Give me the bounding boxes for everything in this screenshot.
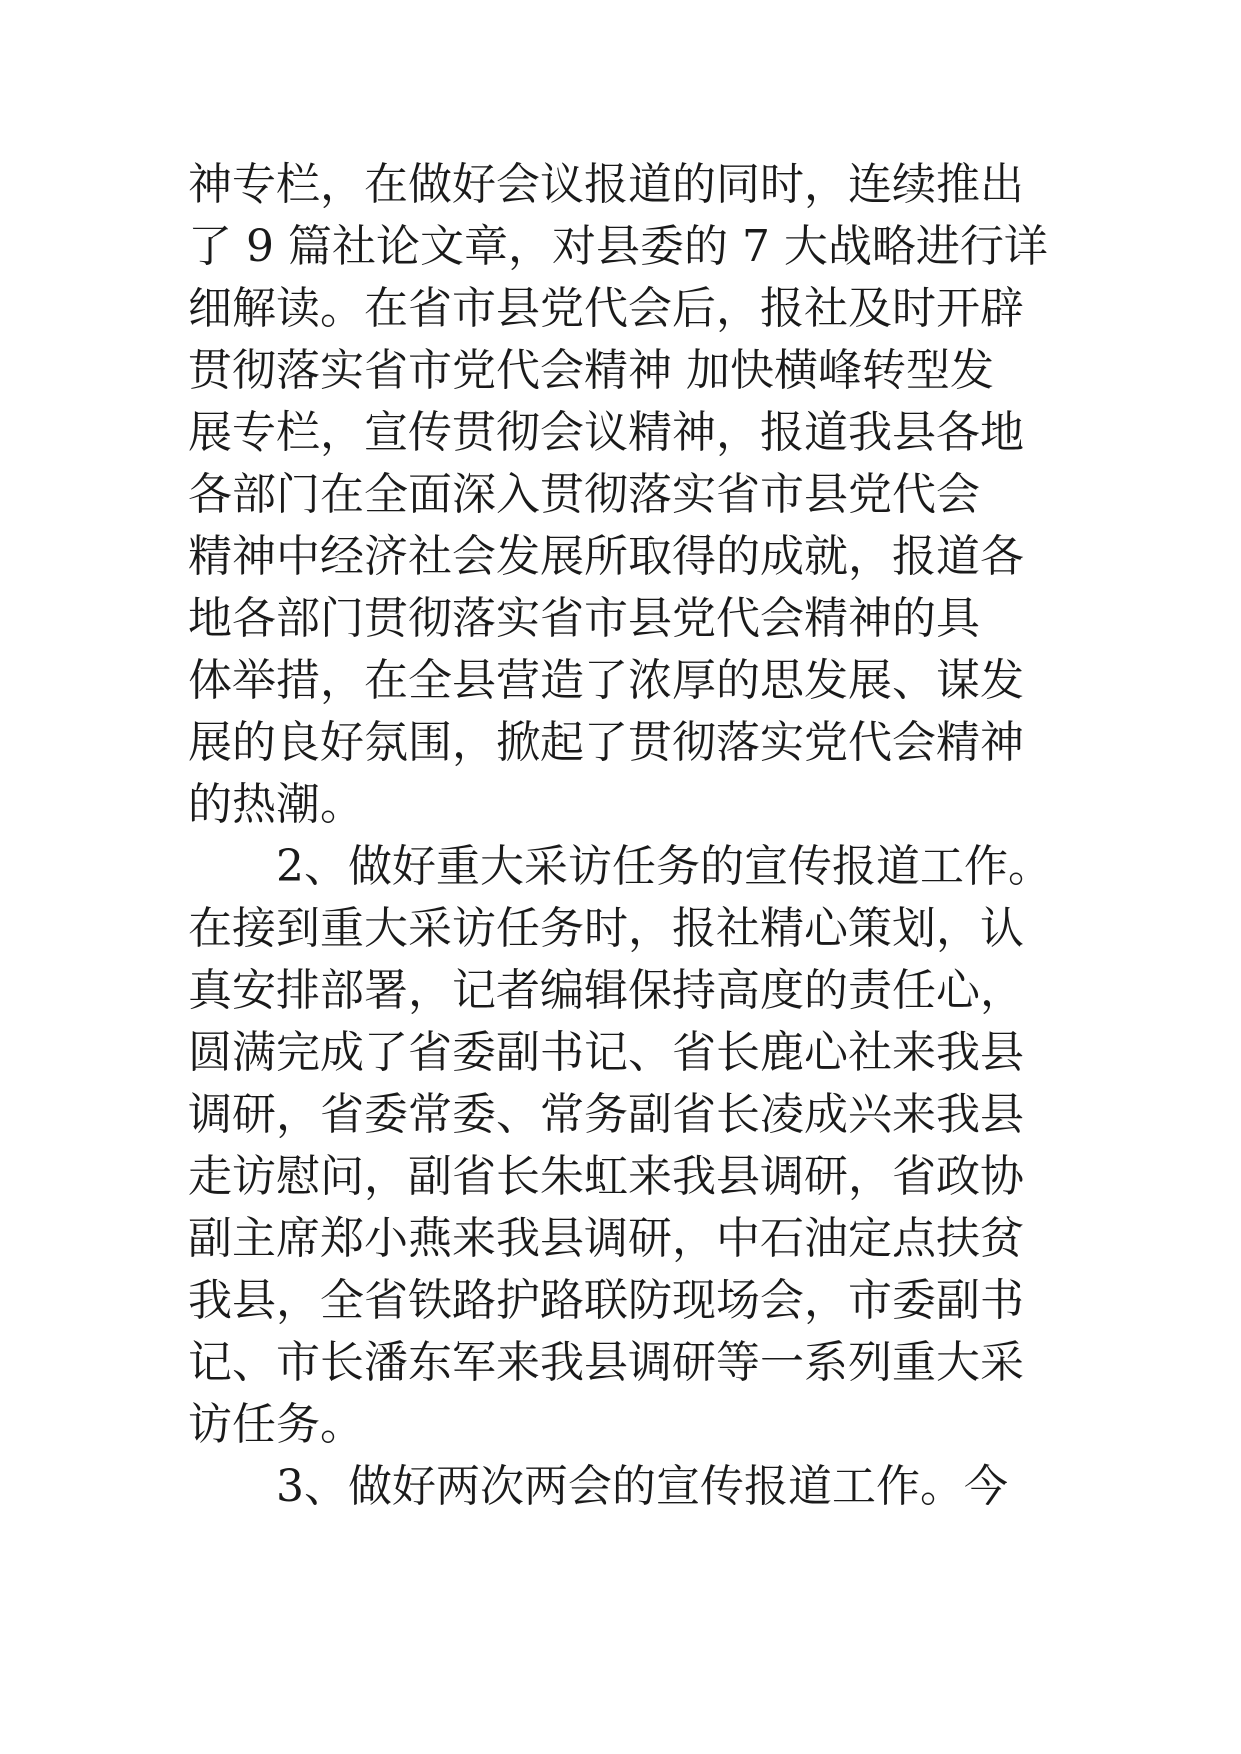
text-line: 精神中经济社会发展所取得的成就，报道各 [188,531,1024,582]
text-line: 走访慰问，副省长朱虹来我县调研，省政协 [188,1151,1024,1202]
text-line: 了 9 篇社论文章，对县委的 7 大战略进行详 [188,221,1048,272]
text-line: 调研，省委常委、常务副省长凌成兴来我县 [188,1089,1024,1140]
text-line: 展专栏，宣传贯彻会议精神，报道我县各地 [188,407,1024,458]
text-line: 各部门在全面深入贯彻落实省市县党代会 [188,469,980,520]
text-line: 副主席郑小燕来我县调研，中石油定点扶贫 [188,1213,1024,1264]
text-line: 2、做好重大采访任务的宣传报道工作。 [188,841,1052,892]
body-text [188,154,1088,1518]
text-line: 的热潮。 [188,779,364,830]
text-line: 在接到重大采访任务时，报社精心策划，认 [188,903,1024,954]
text-line: 圆满完成了省委副书记、省长鹿心社来我县 [188,1027,1024,1078]
text-line: 细解读。在省市县党代会后，报社及时开辟 [188,283,1024,334]
text-line: 访任务。 [188,1399,364,1450]
text-line: 展的良好氛围，掀起了贯彻落实党代会精神 [188,717,1024,768]
text-line: 贯彻落实省市党代会精神 加快横峰转型发 [188,345,994,396]
text-line: 体举措，在全县营造了浓厚的思发展、谋发 [188,655,1024,706]
text-line: 地各部门贯彻落实省市县党代会精神的具 [188,593,980,644]
text-line: 我县，全省铁路护路联防现场会，市委副书 [188,1275,1024,1326]
text-line: 神专栏，在做好会议报道的同时，连续推出 [188,159,1024,210]
text-line: 真安排部署，记者编辑保持高度的责任心， [188,965,1024,1016]
text-line: 记、市长潘东军来我县调研等一系列重大采 [188,1337,1024,1388]
text-line: 3、做好两次两会的宣传报道工作。今 [188,1461,1008,1512]
